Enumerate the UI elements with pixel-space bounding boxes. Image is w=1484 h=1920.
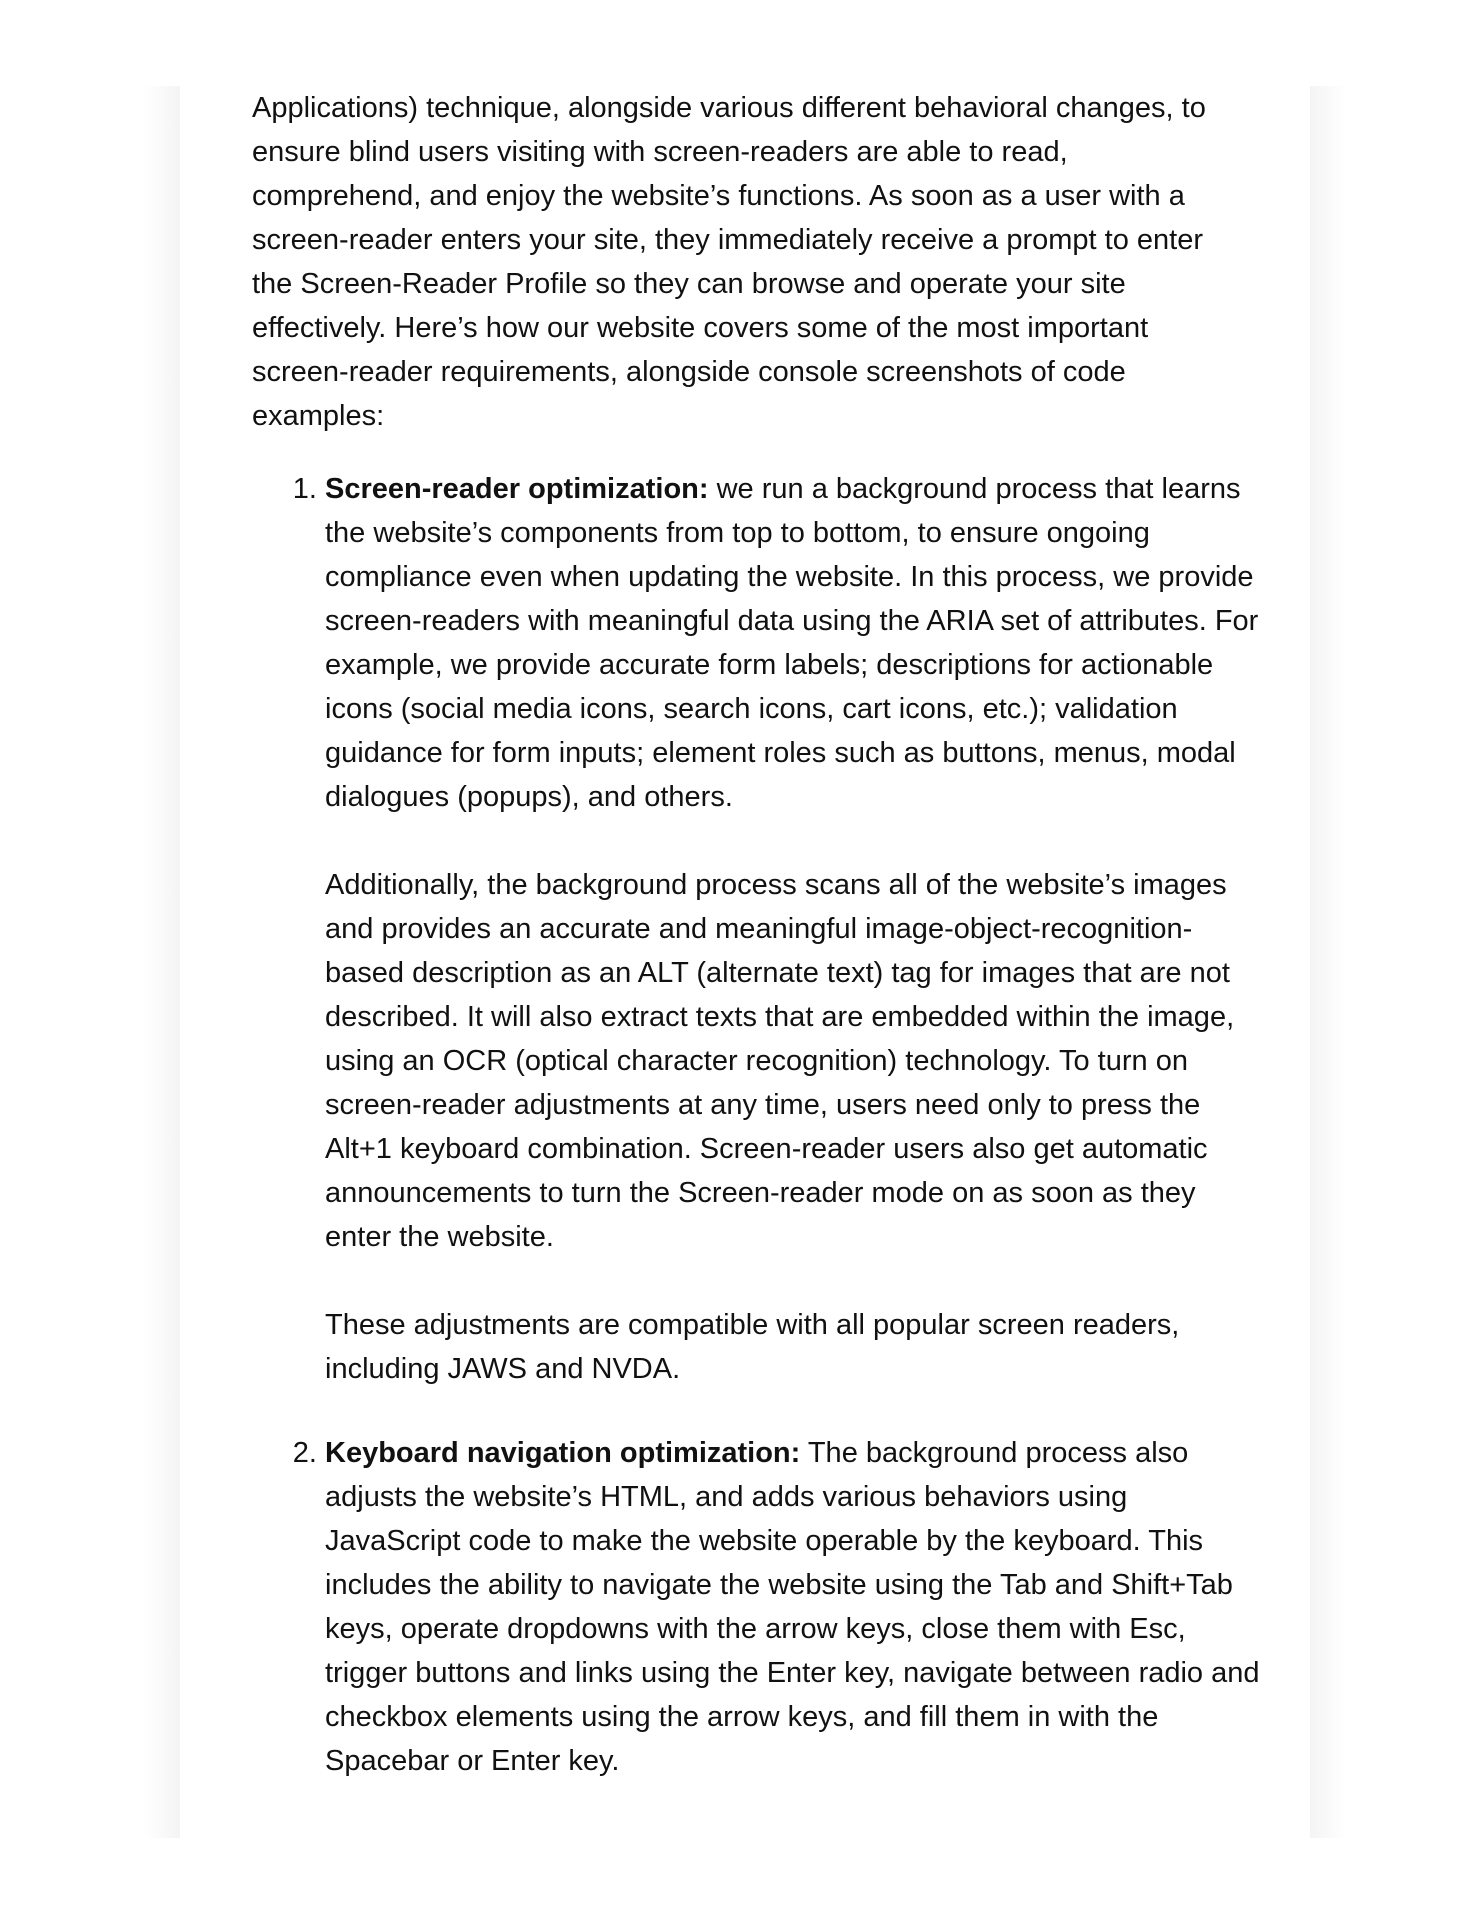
list-item-body: The background process also adjusts the website’s HTML, and adds various behaviors using JavaScript code to make the website operable by the keyboard. This includes the ability to navigate the website using the Tab and Shift+Tab keys, operate dropdowns with the arrow keys, close them with Esc, trigger buttons and links using the Enter key, navigate between radio and checkbox elements using the arrow keys, and fill them in with the Spacebar or Enter key.	[325, 1437, 1260, 1777]
list-item-paragraph: Additionally, the background process scans all of the website’s images and provides an accurate and meaningful image-object-recognition-based description as an ALT (alternate text) tag for images that are not described. It will also extract texts that are embedded within the image, using an OCR (optical character recognition) technology. To turn on screen-reader adjustments at any time, users need only to press the Alt+1 keyboard combination. Screen-reader users also get automatic announcements to turn the Screen-reader mode on as soon as they enter the website.	[325, 869, 1235, 1253]
list-item-text	[325, 467, 1265, 819]
page-shadow-right	[1310, 86, 1346, 1838]
document-content	[252, 86, 1272, 1823]
page-shadow-left	[144, 86, 180, 1838]
list-item-screen-reader	[325, 467, 1272, 1391]
list-item-paragraph: These adjustments are compatible with all popular screen readers, including JAWS and NVDA.	[325, 1309, 1180, 1385]
requirements-list	[252, 467, 1272, 1783]
list-item-keyboard	[325, 1431, 1272, 1783]
list-item-title: Screen-reader optimization:	[325, 473, 709, 505]
list-item-title: Keyboard navigation optimization:	[325, 1437, 801, 1469]
list-item-text	[325, 1431, 1265, 1783]
list-item-body: we run a background process that learns the website’s components from top to bottom, to ensure ongoing compliance even when updating the website. In this process, we provide screen-readers with meaningful data using the ARIA set of attributes. For example, we provide accurate form labels; descriptions for actionable icons (social media icons, search icons, cart icons, etc.); validation guidance for form inputs; element roles such as buttons, menus, modal dialogues (popups), and others.	[325, 473, 1259, 813]
intro-paragraph: Applications) technique, alongside various different behavioral changes, to ensure blind users visiting with screen-readers are able to read, comprehend, and enjoy the website’s functions. As soon as a user with a screen-reader enters your site, they immediately receive a prompt to enter the Screen-Reader Profile so they can browse and operate your site effectively. Here’s how our website covers some of the most important screen-reader requirements, alongside console screenshots of code examples:	[252, 92, 1206, 432]
document-page	[180, 86, 1310, 1838]
